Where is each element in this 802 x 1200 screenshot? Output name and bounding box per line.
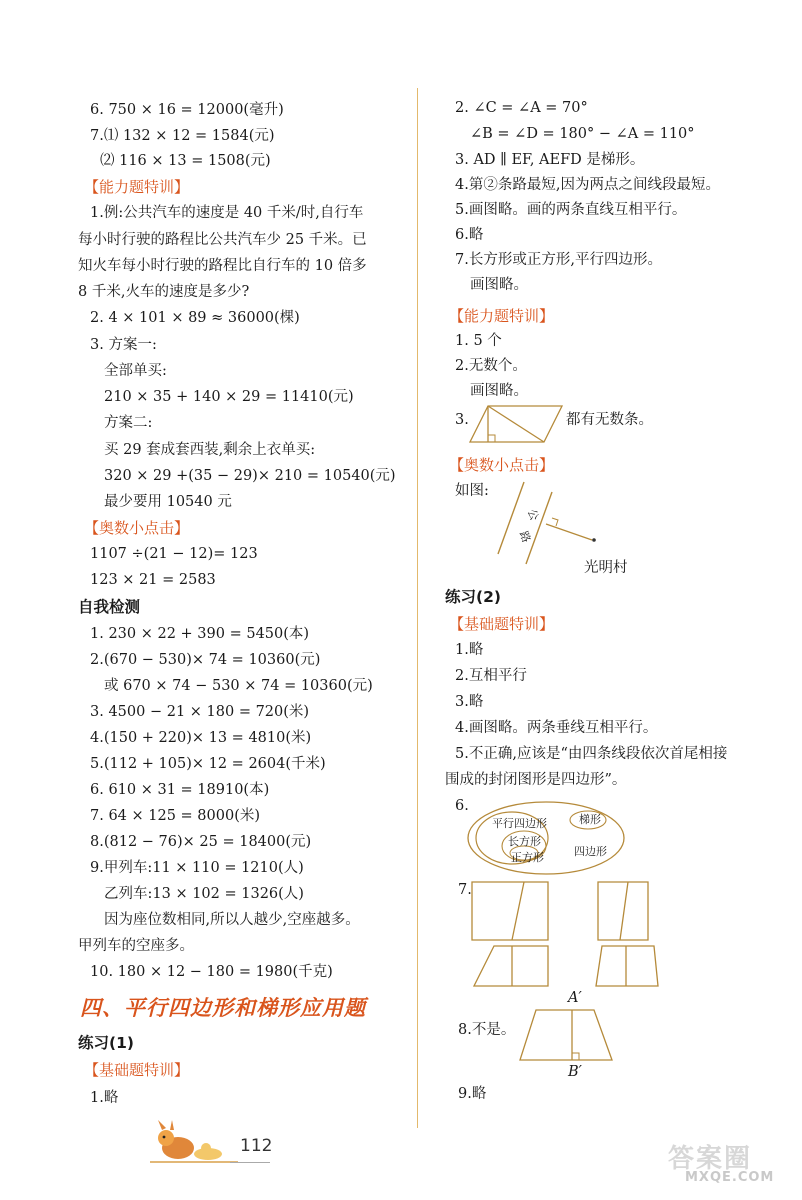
answer-line: 2. 4 × 101 × 89 ≈ 36000(棵) xyxy=(90,310,300,326)
answer-line: 7. 64 × 125 = 8000(米) xyxy=(90,808,261,824)
point-label-a: A′ xyxy=(568,990,582,1006)
answer-line: 甲列车的空座多。 xyxy=(78,938,194,954)
answer-line: 4.画图略。两条垂线互相平行。 xyxy=(455,720,658,736)
answer-line: 3. 方案一: xyxy=(90,337,157,353)
chapter-title: 四、平行四边形和梯形应用题 xyxy=(80,996,366,1020)
section-heading-olympiad: 【奥数小点击】 xyxy=(84,519,190,537)
answer-line: 1.例:公共汽车的速度是 40 千米/时,自行车 xyxy=(90,205,364,221)
cut-shapes-figure xyxy=(468,880,668,990)
answer-line: 4.(150 + 220)× 13 = 4810(米) xyxy=(90,730,312,746)
answer-line: 画图略。 xyxy=(470,277,528,293)
answer-line: 1.略 xyxy=(455,642,484,658)
answer-line: 乙列车:13 × 102 = 1326(人) xyxy=(104,886,304,902)
trapezoid-height-figure xyxy=(518,1008,618,1064)
answer-line: 210 × 35 + 140 × 29 = 11410(元) xyxy=(104,389,354,405)
road-label: 路 xyxy=(516,529,533,545)
venn-label: 四边形 xyxy=(574,845,607,858)
watermark-logo: 答案圈 xyxy=(668,1144,753,1174)
section-heading-basic: 【基础题特训】 xyxy=(449,615,555,633)
section-heading-basic: 【基础题特训】 xyxy=(84,1061,190,1079)
answer-line: 每小时行驶的路程比公共汽车少 25 千米。已 xyxy=(78,232,367,248)
answer-line: 如图: xyxy=(455,483,489,499)
exercise-title: 练习(2) xyxy=(445,588,501,606)
answer-line: 1.略 xyxy=(90,1090,119,1106)
quadrilateral-venn-diagram xyxy=(466,800,626,880)
answer-line: 方案二: xyxy=(104,415,153,431)
answer-line: 3. 4500 − 21 × 180 = 720(米) xyxy=(90,704,310,720)
answer-line: 8.不是。 xyxy=(458,1022,516,1038)
answer-line: 7.长方形或正方形,平行四边形。 xyxy=(455,252,662,268)
point-label-b: B′ xyxy=(568,1064,582,1080)
answer-line: 6. xyxy=(455,798,469,814)
parallelogram-diagonal-figure xyxy=(470,404,565,446)
section-heading-ability: 【能力题特训】 xyxy=(84,178,190,196)
answer-line: 因为座位数相同,所以人越少,空座越多。 xyxy=(104,912,360,928)
answer-line: 6. 750 × 16 = 12000(毫升) xyxy=(90,102,284,118)
answer-line: 5.画图略。画的两条直线互相平行。 xyxy=(455,202,687,218)
section-heading-olympiad: 【奥数小点击】 xyxy=(449,456,555,474)
answer-line: ∠B = ∠D = 180° − ∠A = 110° xyxy=(470,126,695,142)
answer-line: ⑵ 116 × 13 = 1508(元) xyxy=(100,153,271,169)
answer-line: 画图略。 xyxy=(470,383,528,399)
venn-label: 平行四边形 xyxy=(492,817,547,830)
answer-line: 全部单买: xyxy=(104,363,167,379)
cartoon-animal-decoration xyxy=(148,1118,243,1168)
answer-line: 7.⑴ 132 × 12 = 1584(元) xyxy=(90,128,275,144)
answer-line: 9.略 xyxy=(458,1086,487,1102)
page-number: 112 xyxy=(240,1136,273,1156)
answer-line: 或 670 × 74 − 530 × 74 = 10360(元) xyxy=(104,678,373,694)
answer-line: 6.略 xyxy=(455,227,484,243)
answer-line: 买 29 套成套西装,剩余上衣单买: xyxy=(104,442,316,458)
column-divider xyxy=(417,88,418,1128)
answer-line: 10. 180 × 12 − 180 = 1980(千克) xyxy=(90,964,333,980)
answer-line: 6. 610 × 31 = 18910(本) xyxy=(90,782,270,798)
answer-line: 知火车每小时行驶的路程比自行车的 10 倍多 xyxy=(78,258,367,274)
answer-line: 1. 230 × 22 + 390 = 5450(本) xyxy=(90,626,310,642)
answer-line: 320 × 29 +(35 − 29)× 210 = 10540(元) xyxy=(104,468,396,484)
venn-label: 正方形 xyxy=(511,851,544,864)
answer-line: 2.无数个。 xyxy=(455,358,527,374)
answer-line: 5.(112 + 105)× 12 = 2604(千米) xyxy=(90,756,326,772)
answer-line: 8 千米,火车的速度是多少? xyxy=(78,284,250,300)
answer-line: 围成的封闭图形是四边形”。 xyxy=(445,772,627,788)
exercise-title: 练习(1) xyxy=(78,1034,134,1052)
answer-line: 1. 5 个 xyxy=(455,333,502,349)
footer-rule xyxy=(230,1162,270,1163)
answer-line: 9.甲列车:11 × 110 = 1210(人) xyxy=(90,860,304,876)
answer-line: 3.略 xyxy=(455,694,484,710)
answer-line: 2.(670 − 530)× 74 = 10360(元) xyxy=(90,652,321,668)
answer-line: 都有无数条。 xyxy=(566,412,653,428)
answer-line: 2.互相平行 xyxy=(455,668,527,684)
road-label: 公 xyxy=(524,507,541,523)
answer-line: 8.(812 − 76)× 25 = 18400(元) xyxy=(90,834,312,850)
answer-line: 5.不正确,应该是“由四条线段依次首尾相接 xyxy=(455,746,728,762)
answer-line: 3. AD ∥ EF, AEFD 是梯形。 xyxy=(455,152,645,168)
venn-label: 长方形 xyxy=(508,835,541,848)
watermark-url: MXQE.COM xyxy=(685,1170,775,1185)
section-heading-ability: 【能力题特训】 xyxy=(449,307,555,325)
answer-line: 2. ∠C = ∠A = 70° xyxy=(455,100,588,116)
village-label: 光明村 xyxy=(584,560,628,576)
answer-line: 123 × 21 = 2583 xyxy=(90,572,216,588)
answer-line: 1107 ÷(21 − 12)= 123 xyxy=(90,546,258,562)
answer-line: 3. xyxy=(455,412,469,428)
self-check-title: 自我检测 xyxy=(78,598,141,616)
answer-line: 4.第②条路最短,因为两点之间线段最短。 xyxy=(455,177,720,193)
venn-label: 梯形 xyxy=(579,813,601,826)
answer-line: 最少要用 10540 元 xyxy=(104,494,232,510)
answer-line: 7. xyxy=(458,882,472,898)
